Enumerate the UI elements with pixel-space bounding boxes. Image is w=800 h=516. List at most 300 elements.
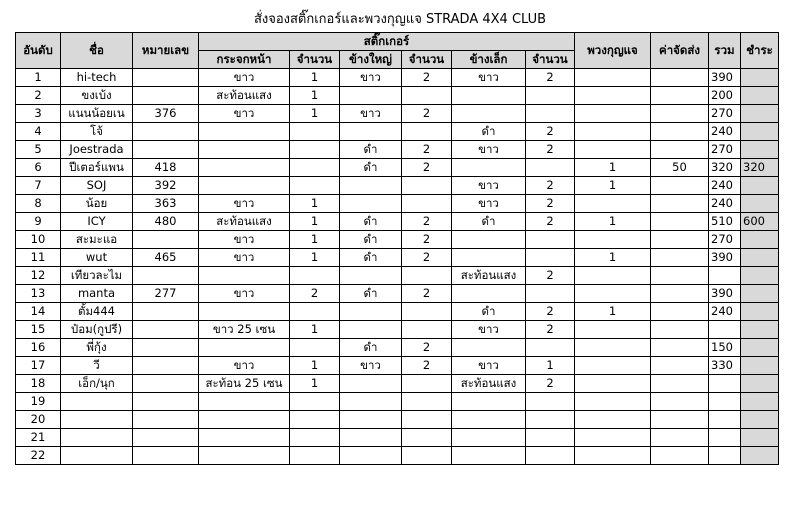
row-windshield: ขาว xyxy=(199,357,290,375)
row-qty-side-small: 2 xyxy=(526,303,575,321)
row-side-large: ขาว xyxy=(340,69,402,87)
row-qty-windshield: 1 xyxy=(290,213,340,231)
row-side-large xyxy=(340,447,402,465)
row-keychain: 1 xyxy=(575,177,651,195)
row-shipping xyxy=(651,231,709,249)
row-keychain xyxy=(575,195,651,213)
row-qty-windshield xyxy=(290,411,340,429)
row-qty-side-large xyxy=(402,267,452,285)
row-name: ป๋อม(กูปรี) xyxy=(61,321,133,339)
row-windshield xyxy=(199,177,290,195)
row-side-small: ขาว xyxy=(452,69,526,87)
row-paid xyxy=(741,357,779,375)
row-paid xyxy=(741,123,779,141)
row-shipping xyxy=(651,447,709,465)
row-side-small: สะท้อนแสง xyxy=(452,375,526,393)
row-number: 3 xyxy=(16,105,61,123)
row-qty-side-large: 2 xyxy=(402,357,452,375)
row-shipping: 50 xyxy=(651,159,709,177)
row-qty-side-small: 1 xyxy=(526,357,575,375)
table-row xyxy=(16,357,779,375)
row-number: 12 xyxy=(16,267,61,285)
header-keychain: พวงกุญแจ xyxy=(575,33,651,69)
row-qty-side-large: 2 xyxy=(402,231,452,249)
table-row xyxy=(16,303,779,321)
row-side-small xyxy=(452,105,526,123)
row-side-small xyxy=(452,159,526,177)
row-keychain xyxy=(575,87,651,105)
row-side-large: ขาว xyxy=(340,105,402,123)
row-windshield xyxy=(199,411,290,429)
order-table xyxy=(15,32,779,465)
row-qty-side-large: 2 xyxy=(402,339,452,357)
table-row xyxy=(16,393,779,411)
row-keychain xyxy=(575,375,651,393)
row-side-small: ดำ xyxy=(452,213,526,231)
row-member xyxy=(133,123,199,141)
row-qty-windshield: 1 xyxy=(290,357,340,375)
row-member xyxy=(133,447,199,465)
row-keychain xyxy=(575,321,651,339)
row-side-small: ขาว xyxy=(452,357,526,375)
row-member xyxy=(133,339,199,357)
row-name xyxy=(61,393,133,411)
table-row xyxy=(16,429,779,447)
row-shipping xyxy=(651,141,709,159)
row-side-large: ขาว xyxy=(340,357,402,375)
row-side-large: ดำ xyxy=(340,159,402,177)
row-shipping xyxy=(651,267,709,285)
row-member xyxy=(133,429,199,447)
row-paid: 320 xyxy=(741,159,779,177)
row-qty-side-small xyxy=(526,105,575,123)
sheet-title: สั่งจองสติ๊กเกอร์และพวงกุญแจ STRADA 4X4 CLUB xyxy=(253,12,547,27)
row-side-large: ดำ xyxy=(340,231,402,249)
row-side-small: ขาว xyxy=(452,321,526,339)
row-side-large xyxy=(340,393,402,411)
row-number: 9 xyxy=(16,213,61,231)
row-qty-side-small xyxy=(526,339,575,357)
row-number: 11 xyxy=(16,249,61,267)
row-qty-side-large: 2 xyxy=(402,141,452,159)
row-total: 510 xyxy=(709,213,741,231)
row-name: wut xyxy=(61,249,133,267)
row-name: น้อย xyxy=(61,195,133,213)
table-row xyxy=(16,123,779,141)
row-member xyxy=(133,267,199,285)
row-side-large xyxy=(340,177,402,195)
header-no: อันดับ xyxy=(16,33,61,69)
row-number: 16 xyxy=(16,339,61,357)
row-paid xyxy=(741,195,779,213)
row-name: Joestrada xyxy=(61,141,133,159)
header-member: หมายเลข xyxy=(133,33,199,69)
row-member: 392 xyxy=(133,177,199,195)
row-name: โจ้ xyxy=(61,123,133,141)
row-paid xyxy=(741,231,779,249)
row-windshield xyxy=(199,303,290,321)
row-member xyxy=(133,87,199,105)
row-shipping xyxy=(651,429,709,447)
header-paid: ชำระ xyxy=(741,33,779,69)
row-shipping xyxy=(651,375,709,393)
row-total xyxy=(709,375,741,393)
row-side-small xyxy=(452,339,526,357)
row-total xyxy=(709,267,741,285)
row-name: SOJ xyxy=(61,177,133,195)
row-qty-side-small: 2 xyxy=(526,141,575,159)
row-qty-side-large xyxy=(402,177,452,195)
row-side-large: ดำ xyxy=(340,141,402,159)
table-row xyxy=(16,267,779,285)
row-qty-side-large xyxy=(402,393,452,411)
row-side-large xyxy=(340,411,402,429)
row-number: 14 xyxy=(16,303,61,321)
row-qty-windshield: 1 xyxy=(290,375,340,393)
row-paid xyxy=(741,411,779,429)
row-total: 390 xyxy=(709,249,741,267)
table-row xyxy=(16,285,779,303)
row-side-small: ขาว xyxy=(452,141,526,159)
row-total: 240 xyxy=(709,195,741,213)
row-member xyxy=(133,69,199,87)
row-side-small xyxy=(452,411,526,429)
row-keychain xyxy=(575,231,651,249)
row-name: พี่กุ้ง xyxy=(61,339,133,357)
row-qty-windshield xyxy=(290,393,340,411)
row-member xyxy=(133,321,199,339)
table-row xyxy=(16,177,779,195)
row-side-large: ดำ xyxy=(340,213,402,231)
row-paid xyxy=(741,285,779,303)
row-number: 6 xyxy=(16,159,61,177)
row-shipping xyxy=(651,285,709,303)
row-qty-side-large: 2 xyxy=(402,159,452,177)
row-total: 390 xyxy=(709,69,741,87)
row-qty-side-small: 2 xyxy=(526,69,575,87)
row-qty-windshield: 1 xyxy=(290,69,340,87)
row-number: 10 xyxy=(16,231,61,249)
row-paid xyxy=(741,303,779,321)
row-qty-side-large xyxy=(402,447,452,465)
row-shipping xyxy=(651,411,709,429)
row-total: 320 xyxy=(709,159,741,177)
row-name xyxy=(61,429,133,447)
row-member xyxy=(133,303,199,321)
row-keychain xyxy=(575,285,651,303)
row-name: สะมะแอ xyxy=(61,231,133,249)
row-qty-side-large xyxy=(402,429,452,447)
row-keychain: 1 xyxy=(575,159,651,177)
row-qty-side-large: 2 xyxy=(402,105,452,123)
row-number: 22 xyxy=(16,447,61,465)
row-side-large xyxy=(340,321,402,339)
row-windshield xyxy=(199,123,290,141)
row-windshield xyxy=(199,141,290,159)
row-qty-side-small: 2 xyxy=(526,177,575,195)
row-windshield: สะท้อนแสง xyxy=(199,213,290,231)
table-row xyxy=(16,105,779,123)
row-paid xyxy=(741,87,779,105)
row-keychain: 1 xyxy=(575,249,651,267)
row-paid xyxy=(741,105,779,123)
row-qty-side-large: 2 xyxy=(402,249,452,267)
row-member: 376 xyxy=(133,105,199,123)
row-total xyxy=(709,321,741,339)
header-total: รวม xyxy=(709,33,741,69)
row-windshield xyxy=(199,159,290,177)
row-member xyxy=(133,141,199,159)
row-qty-side-large: 2 xyxy=(402,69,452,87)
row-side-small xyxy=(452,249,526,267)
row-shipping xyxy=(651,213,709,231)
row-qty-windshield: 1 xyxy=(290,249,340,267)
header-shipping: ค่าจัดส่ง xyxy=(651,33,709,69)
row-paid: 600 xyxy=(741,213,779,231)
row-number: 5 xyxy=(16,141,61,159)
row-shipping xyxy=(651,357,709,375)
row-windshield: ขาว 25 เซน xyxy=(199,321,290,339)
row-qty-side-small xyxy=(526,447,575,465)
row-paid xyxy=(741,69,779,87)
row-qty-windshield xyxy=(290,447,340,465)
row-number: 20 xyxy=(16,411,61,429)
row-shipping xyxy=(651,393,709,411)
row-name: แนนน้อยเน xyxy=(61,105,133,123)
row-qty-windshield xyxy=(290,123,340,141)
header-sticker-group: สติ๊กเกอร์ xyxy=(199,33,575,51)
row-qty-windshield: 1 xyxy=(290,321,340,339)
row-total xyxy=(709,447,741,465)
row-name: manta xyxy=(61,285,133,303)
header-qty-windshield: จำนวน xyxy=(290,51,340,69)
row-qty-side-large xyxy=(402,321,452,339)
row-side-large xyxy=(340,375,402,393)
header-windshield: กระจกหน้า xyxy=(199,51,290,69)
table-row xyxy=(16,447,779,465)
row-side-small: ขาว xyxy=(452,177,526,195)
row-qty-windshield xyxy=(290,429,340,447)
row-member: 480 xyxy=(133,213,199,231)
row-qty-windshield: 2 xyxy=(290,285,340,303)
row-total: 330 xyxy=(709,357,741,375)
table-row xyxy=(16,69,779,87)
row-side-small xyxy=(452,285,526,303)
header-qty-side-small: จำนวน xyxy=(526,51,575,69)
row-side-small: สะท้อนแสง xyxy=(452,267,526,285)
row-windshield: ขาว xyxy=(199,231,290,249)
row-member: 465 xyxy=(133,249,199,267)
row-member xyxy=(133,411,199,429)
row-windshield xyxy=(199,267,290,285)
row-paid xyxy=(741,393,779,411)
row-qty-side-small: 2 xyxy=(526,213,575,231)
table-row xyxy=(16,375,779,393)
table-row xyxy=(16,411,779,429)
row-qty-side-small xyxy=(526,429,575,447)
row-member xyxy=(133,357,199,375)
row-windshield xyxy=(199,447,290,465)
row-member: 363 xyxy=(133,195,199,213)
row-windshield: สะท้อนแสง xyxy=(199,87,290,105)
row-side-small xyxy=(452,87,526,105)
row-shipping xyxy=(651,123,709,141)
row-total xyxy=(709,429,741,447)
row-keychain xyxy=(575,141,651,159)
row-qty-windshield: 1 xyxy=(290,87,340,105)
row-number: 7 xyxy=(16,177,61,195)
row-qty-windshield: 1 xyxy=(290,195,340,213)
row-name: ICY xyxy=(61,213,133,231)
row-side-small: ดำ xyxy=(452,303,526,321)
row-side-large: ดำ xyxy=(340,285,402,303)
row-keychain xyxy=(575,339,651,357)
row-total: 390 xyxy=(709,285,741,303)
row-shipping xyxy=(651,177,709,195)
row-qty-side-small: 2 xyxy=(526,267,575,285)
row-side-large: ดำ xyxy=(340,339,402,357)
row-total: 240 xyxy=(709,123,741,141)
row-qty-side-large xyxy=(402,87,452,105)
row-shipping xyxy=(651,339,709,357)
row-side-large xyxy=(340,429,402,447)
row-paid xyxy=(741,141,779,159)
row-windshield: สะท้อน 25 เซน xyxy=(199,375,290,393)
row-qty-windshield xyxy=(290,159,340,177)
row-number: 17 xyxy=(16,357,61,375)
row-number: 1 xyxy=(16,69,61,87)
row-side-large xyxy=(340,123,402,141)
row-number: 13 xyxy=(16,285,61,303)
table-row xyxy=(16,339,779,357)
row-windshield xyxy=(199,429,290,447)
row-side-small xyxy=(452,393,526,411)
row-side-small: ขาว xyxy=(452,195,526,213)
row-windshield: ขาว xyxy=(199,105,290,123)
row-keychain xyxy=(575,105,651,123)
row-qty-side-small xyxy=(526,411,575,429)
row-qty-side-small: 2 xyxy=(526,123,575,141)
row-qty-side-large xyxy=(402,123,452,141)
row-qty-side-small xyxy=(526,159,575,177)
row-qty-windshield xyxy=(290,141,340,159)
row-side-large xyxy=(340,195,402,213)
row-qty-side-small: 2 xyxy=(526,321,575,339)
row-number: 2 xyxy=(16,87,61,105)
row-qty-side-large: 2 xyxy=(402,213,452,231)
row-qty-side-large xyxy=(402,195,452,213)
row-keychain: 1 xyxy=(575,303,651,321)
row-name xyxy=(61,447,133,465)
row-name: ปีเตอร์แพน xyxy=(61,159,133,177)
row-number: 19 xyxy=(16,393,61,411)
row-qty-side-large xyxy=(402,303,452,321)
table-row xyxy=(16,195,779,213)
row-qty-side-small xyxy=(526,87,575,105)
row-paid xyxy=(741,429,779,447)
row-total xyxy=(709,411,741,429)
row-number: 15 xyxy=(16,321,61,339)
row-shipping xyxy=(651,69,709,87)
row-windshield: ขาว xyxy=(199,285,290,303)
row-qty-side-small xyxy=(526,249,575,267)
row-windshield: ขาว xyxy=(199,249,290,267)
table-row xyxy=(16,231,779,249)
row-shipping xyxy=(651,321,709,339)
table-row xyxy=(16,213,779,231)
row-qty-side-large: 2 xyxy=(402,285,452,303)
row-member xyxy=(133,375,199,393)
row-name: เอ็ก/นุก xyxy=(61,375,133,393)
row-number: 4 xyxy=(16,123,61,141)
row-total: 240 xyxy=(709,303,741,321)
row-qty-windshield: 1 xyxy=(290,231,340,249)
row-shipping xyxy=(651,303,709,321)
row-keychain: 1 xyxy=(575,213,651,231)
row-keychain xyxy=(575,69,651,87)
row-name: ตั้ม444 xyxy=(61,303,133,321)
row-keychain xyxy=(575,447,651,465)
row-qty-windshield: 1 xyxy=(290,105,340,123)
row-paid xyxy=(741,249,779,267)
row-windshield xyxy=(199,393,290,411)
row-side-large xyxy=(340,87,402,105)
row-side-small: ดำ xyxy=(452,123,526,141)
table-row xyxy=(16,141,779,159)
row-keychain xyxy=(575,357,651,375)
row-qty-side-small: 2 xyxy=(526,195,575,213)
row-qty-side-small xyxy=(526,285,575,303)
row-name xyxy=(61,411,133,429)
row-shipping xyxy=(651,105,709,123)
row-paid xyxy=(741,447,779,465)
row-name: วี xyxy=(61,357,133,375)
row-total: 200 xyxy=(709,87,741,105)
row-qty-side-small xyxy=(526,393,575,411)
table-row xyxy=(16,159,779,177)
row-member: 277 xyxy=(133,285,199,303)
row-name: ขงเบ้ง xyxy=(61,87,133,105)
row-side-small xyxy=(452,429,526,447)
row-total: 150 xyxy=(709,339,741,357)
row-qty-windshield xyxy=(290,177,340,195)
row-keychain xyxy=(575,429,651,447)
row-qty-side-small xyxy=(526,231,575,249)
row-name: hi-tech xyxy=(61,69,133,87)
row-number: 8 xyxy=(16,195,61,213)
row-side-large xyxy=(340,267,402,285)
row-number: 21 xyxy=(16,429,61,447)
row-qty-side-large xyxy=(402,375,452,393)
table-row xyxy=(16,249,779,267)
row-member: 418 xyxy=(133,159,199,177)
row-total: 270 xyxy=(709,231,741,249)
header-side-large: ข้างใหญ่ xyxy=(340,51,402,69)
row-total: 270 xyxy=(709,105,741,123)
row-shipping xyxy=(651,249,709,267)
row-name: เทียวละไม xyxy=(61,267,133,285)
table-row xyxy=(16,87,779,105)
row-shipping xyxy=(651,195,709,213)
header-qty-side-large: จำนวน xyxy=(402,51,452,69)
row-paid xyxy=(741,177,779,195)
row-keychain xyxy=(575,411,651,429)
row-keychain xyxy=(575,123,651,141)
row-member xyxy=(133,231,199,249)
row-windshield: ขาว xyxy=(199,195,290,213)
row-member xyxy=(133,393,199,411)
row-side-small xyxy=(452,447,526,465)
